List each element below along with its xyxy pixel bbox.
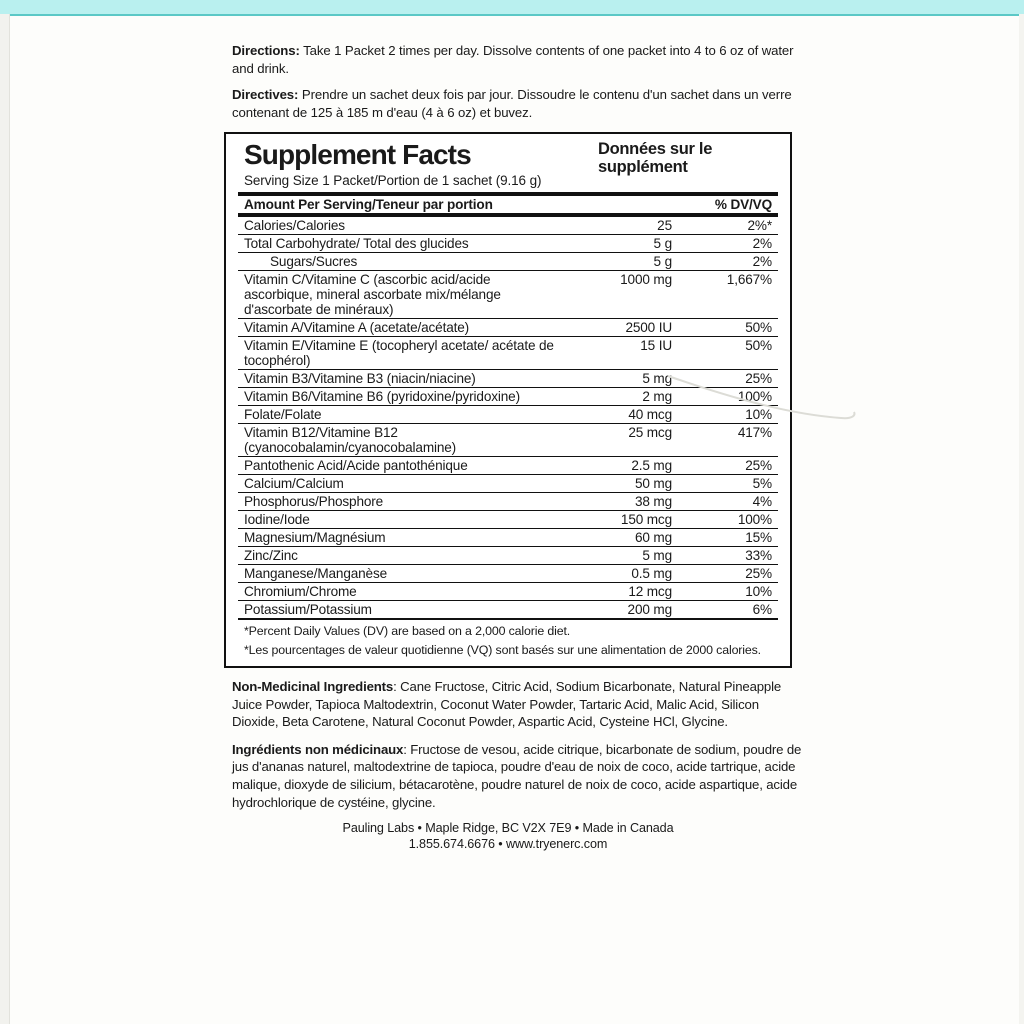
nutrient-amount: 25 (562, 215, 698, 235)
table-row (238, 424, 778, 457)
table-row (238, 406, 778, 424)
table-row (238, 235, 778, 253)
nutrient-daily-value: 4% (698, 493, 778, 511)
supplement-facts-header (238, 140, 778, 176)
ingredients-fr (232, 741, 808, 811)
nutrient-name: Vitamin E/Vitamine E (tocopheryl acetate/ acétate de tocophérol) (238, 337, 562, 370)
nutrient-daily-value: 33% (698, 547, 778, 565)
nutrient-name: Pantothenic Acid/Acide pantothénique (238, 457, 562, 475)
amount-column-blank (562, 194, 698, 215)
nutrient-amount: 1000 mg (562, 271, 698, 319)
ingredients-fr-text: : Fructose de vesou, acide citrique, bicarbonate de sodium, poudre de jus d'ananas naturel, maltodextrine de tapioca, poudre d'eau de noix de coco, acide tartrique, acide malique, dioxyde de silicium, bétacarotène, poudre naturel de noix de coco, acide aspartique, acide hydrochlorique de cystéine, glycine. (232, 741, 802, 810)
footer-line-contact: 1.855.674.6676 • www.tryenerc.com (408, 836, 608, 851)
supplement-facts-title: Supplement Facts (244, 139, 471, 170)
supplement-facts-panel (224, 132, 792, 668)
nutrient-daily-value: 6% (698, 601, 778, 620)
nutrient-name: Vitamin B12/Vitamine B12 (cyanocobalamin/cyanocobalamine) (238, 424, 562, 457)
nutrient-daily-value: 25% (698, 370, 778, 388)
nutrient-amount: 60 mg (562, 529, 698, 547)
nutrient-name: Sugars/Sucres (238, 253, 562, 271)
nutrient-amount: 200 mg (562, 601, 698, 620)
nutrient-daily-value: 2% (698, 235, 778, 253)
nutrient-daily-value: 2% (698, 253, 778, 271)
nutrient-amount: 150 mcg (562, 511, 698, 529)
supplement-facts-table (238, 192, 778, 620)
nutrient-amount: 15 IU (562, 337, 698, 370)
table-row (238, 253, 778, 271)
table-row (238, 271, 778, 319)
nutrient-name: Magnesium/Magnésium (238, 529, 562, 547)
directions-en-text: Take 1 Packet 2 times per day. Dissolve contents of one packet into 4 to 6 oz of water and drink. (232, 43, 794, 76)
nutrient-name: Chromium/Chrome (238, 583, 562, 601)
table-row (238, 601, 778, 620)
nutrient-name: Vitamin B6/Vitamine B6 (pyridoxine/pyridoxine) (238, 388, 562, 406)
nutrient-amount: 5 g (562, 235, 698, 253)
manufacturer-footer (224, 821, 792, 852)
nutrient-amount: 25 mcg (562, 424, 698, 457)
directions-en-label: Directions: (232, 43, 300, 58)
ingredients-en-text: : Cane Fructose, Citric Acid, Sodium Bicarbonate, Natural Pineapple Juice Powder, Tapioca Maltodextrin, Coconut Water Powder, Tartaric Acid, Malic Acid, Silicon Dioxide, Beta Carotene, Natural Coconut Powder, Aspartic Acid, Cysteine HCl, Glycine. (232, 679, 782, 730)
nutrient-name: Vitamin A/Vitamine A (acetate/acétate) (238, 319, 562, 337)
nutrient-name: Manganese/Manganèse (238, 565, 562, 583)
table-row (238, 529, 778, 547)
nutrient-daily-value: 10% (698, 406, 778, 424)
ingredients-fr-label: Ingrédients non médicinaux (232, 741, 404, 757)
table-row (238, 319, 778, 337)
right-edge-shadow (1019, 14, 1024, 1024)
nutrient-amount: 2500 IU (562, 319, 698, 337)
nutrient-daily-value: 15% (698, 529, 778, 547)
top-color-band (0, 0, 1024, 16)
supplement-facts-body (238, 194, 778, 619)
table-row (238, 457, 778, 475)
nutrient-daily-value: 417% (698, 424, 778, 457)
nutrient-daily-value: 10% (698, 583, 778, 601)
directions-fr-text: Prendre un sachet deux fois par jour. Dissoudre le contenu d'un sachet dans un verre contenant de 125 à 185 m d'eau (4 à 6 oz) et buvez. (232, 87, 792, 120)
ingredients-en-label: Non-Medicinal Ingredients (232, 679, 394, 694)
table-row (238, 475, 778, 493)
directions-block (232, 42, 802, 121)
table-row (238, 388, 778, 406)
directions-fr (232, 86, 802, 121)
nutrient-name: Total Carbohydrate/ Total des glucides (238, 235, 562, 253)
nutrient-daily-value: 50% (698, 319, 778, 337)
nutrient-daily-value: 100% (698, 388, 778, 406)
footnote-fr: *Les pourcentages de valeur quotidienne (VQ) sont basés sur une alimentation de 2000 calories. (244, 643, 761, 657)
left-edge-shadow (0, 14, 10, 1024)
nutrient-amount: 5 mg (562, 547, 698, 565)
nutrient-amount: 38 mg (562, 493, 698, 511)
table-row (238, 370, 778, 388)
nutrient-name: Calories/Calories (238, 215, 562, 235)
nutrient-amount: 40 mcg (562, 406, 698, 424)
nutrient-name: Zinc/Zinc (238, 547, 562, 565)
nutrient-amount: 2.5 mg (562, 457, 698, 475)
nutrient-daily-value: 1,667% (698, 271, 778, 319)
table-row (238, 337, 778, 370)
nutrient-name: Vitamin B3/Vitamine B3 (niacin/niacine) (238, 370, 562, 388)
nutrient-daily-value: 2%* (698, 215, 778, 235)
nutrient-amount: 5 g (562, 253, 698, 271)
nutrient-daily-value: 5% (698, 475, 778, 493)
footer-line-address: Pauling Labs • Maple Ridge, BC V2X 7E9 • Made in Canada (342, 821, 674, 836)
nutrient-daily-value: 100% (698, 511, 778, 529)
table-header-row (238, 194, 778, 215)
nutrient-amount: 50 mg (562, 475, 698, 493)
nutrient-name: Vitamin C/Vitamine C (ascorbic acid/acide ascorbique, mineral ascorbate mix/mélange d'ascorbate de minéraux) (238, 271, 562, 319)
panel-content (232, 42, 802, 852)
nutrient-daily-value: 50% (698, 337, 778, 370)
nutrient-name: Folate/Folate (238, 406, 562, 424)
nutrient-name: Phosphorus/Phosphore (238, 493, 562, 511)
footnote-en: *Percent Daily Values (DV) are based on a 2,000 calorie diet. (244, 624, 571, 638)
nutrient-amount: 5 mg (562, 370, 698, 388)
table-row (238, 565, 778, 583)
nutrient-daily-value: 25% (698, 457, 778, 475)
amount-per-serving-header: Amount Per Serving/Teneur par portion (238, 194, 562, 215)
table-row (238, 215, 778, 235)
table-row (238, 493, 778, 511)
nutrient-amount: 0.5 mg (562, 565, 698, 583)
table-row (238, 547, 778, 565)
ingredients-en (232, 678, 808, 731)
directions-fr-label: Directives: (232, 87, 299, 102)
nutrient-daily-value: 25% (698, 565, 778, 583)
nutrient-name: Potassium/Potassium (238, 601, 562, 620)
ingredients-block (232, 678, 808, 811)
nutrient-name: Calcium/Calcium (238, 475, 562, 493)
dv-header: % DV/VQ (698, 194, 778, 215)
directions-en (232, 42, 802, 77)
table-row (238, 511, 778, 529)
serving-size: Serving Size 1 Packet/Portion de 1 sachet (9.16 g) (244, 173, 542, 188)
nutrient-name: Iodine/Iode (238, 511, 562, 529)
nutrient-amount: 12 mcg (562, 583, 698, 601)
supplement-facts-title-fr: Données sur le supplément (598, 140, 713, 176)
nutrient-amount: 2 mg (562, 388, 698, 406)
table-row (238, 583, 778, 601)
